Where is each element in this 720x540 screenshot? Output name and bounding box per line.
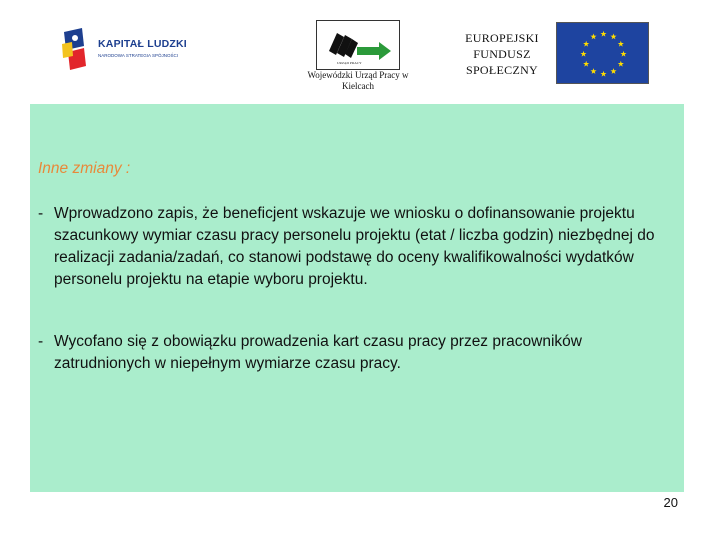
eu-star-icon bbox=[580, 51, 586, 57]
eu-line-1: EUROPEJSKI bbox=[465, 31, 539, 45]
section-title: Inne zmiany : bbox=[38, 160, 131, 177]
eu-star-icon bbox=[610, 33, 616, 39]
wup-logo bbox=[316, 20, 400, 70]
eu-star-icon bbox=[600, 31, 606, 37]
eu-line-2: FUNDUSZ bbox=[473, 47, 531, 61]
eu-star-icon bbox=[610, 68, 616, 74]
page-number: 20 bbox=[663, 495, 678, 510]
eu-star-icon bbox=[590, 33, 596, 39]
eu-star-icon bbox=[620, 51, 626, 57]
kapital-ludzki-title: KAPITAŁ LUDZKI bbox=[98, 38, 187, 50]
eu-fund-label bbox=[452, 30, 552, 78]
eu-line-3: SPOŁECZNY bbox=[465, 63, 539, 77]
wup-inner-text: URZĄD PRACY bbox=[337, 61, 362, 65]
list-bullet: - bbox=[38, 333, 44, 350]
eu-flag bbox=[556, 22, 649, 84]
eu-stars-icon bbox=[557, 23, 650, 85]
list-item bbox=[38, 203, 678, 291]
list-bullet: - bbox=[38, 205, 44, 222]
eu-star-icon bbox=[583, 41, 589, 47]
kapital-ludzki-emblem-icon bbox=[60, 26, 100, 72]
eu-star-icon bbox=[583, 61, 589, 67]
eu-star-icon bbox=[600, 71, 606, 77]
eu-star-icon bbox=[618, 61, 624, 67]
eu-star-icon bbox=[590, 68, 596, 74]
list-item bbox=[38, 331, 678, 375]
list-item-text: Wprowadzono zapis, że beneficjent wskazuje we wniosku o dofinansowanie projektu szacunkowy wymiar czasu pracy personelu projektu (etat / liczba godzin) niezbędnej do realizacji zadania/zadań, co stanowi podstawę do oceny kwalifikowalności wydatków personelu projektu na etapie wyboru projektu. bbox=[54, 205, 655, 288]
list-item-text: Wycofano się z obowiązku prowadzenia kart czasu pracy przez pracowników zatrudnionych w niepełnym wymiarze czasu pracy. bbox=[54, 333, 582, 372]
kapital-ludzki-subtitle: NARODOWA STRATEGIA SPÓJNOŚCI bbox=[98, 53, 179, 58]
kapital-ludzki-logo bbox=[60, 26, 190, 72]
eu-star-icon bbox=[618, 41, 624, 47]
wup-caption: Wojewódzki Urząd Pracy w Kielcach bbox=[307, 70, 409, 91]
